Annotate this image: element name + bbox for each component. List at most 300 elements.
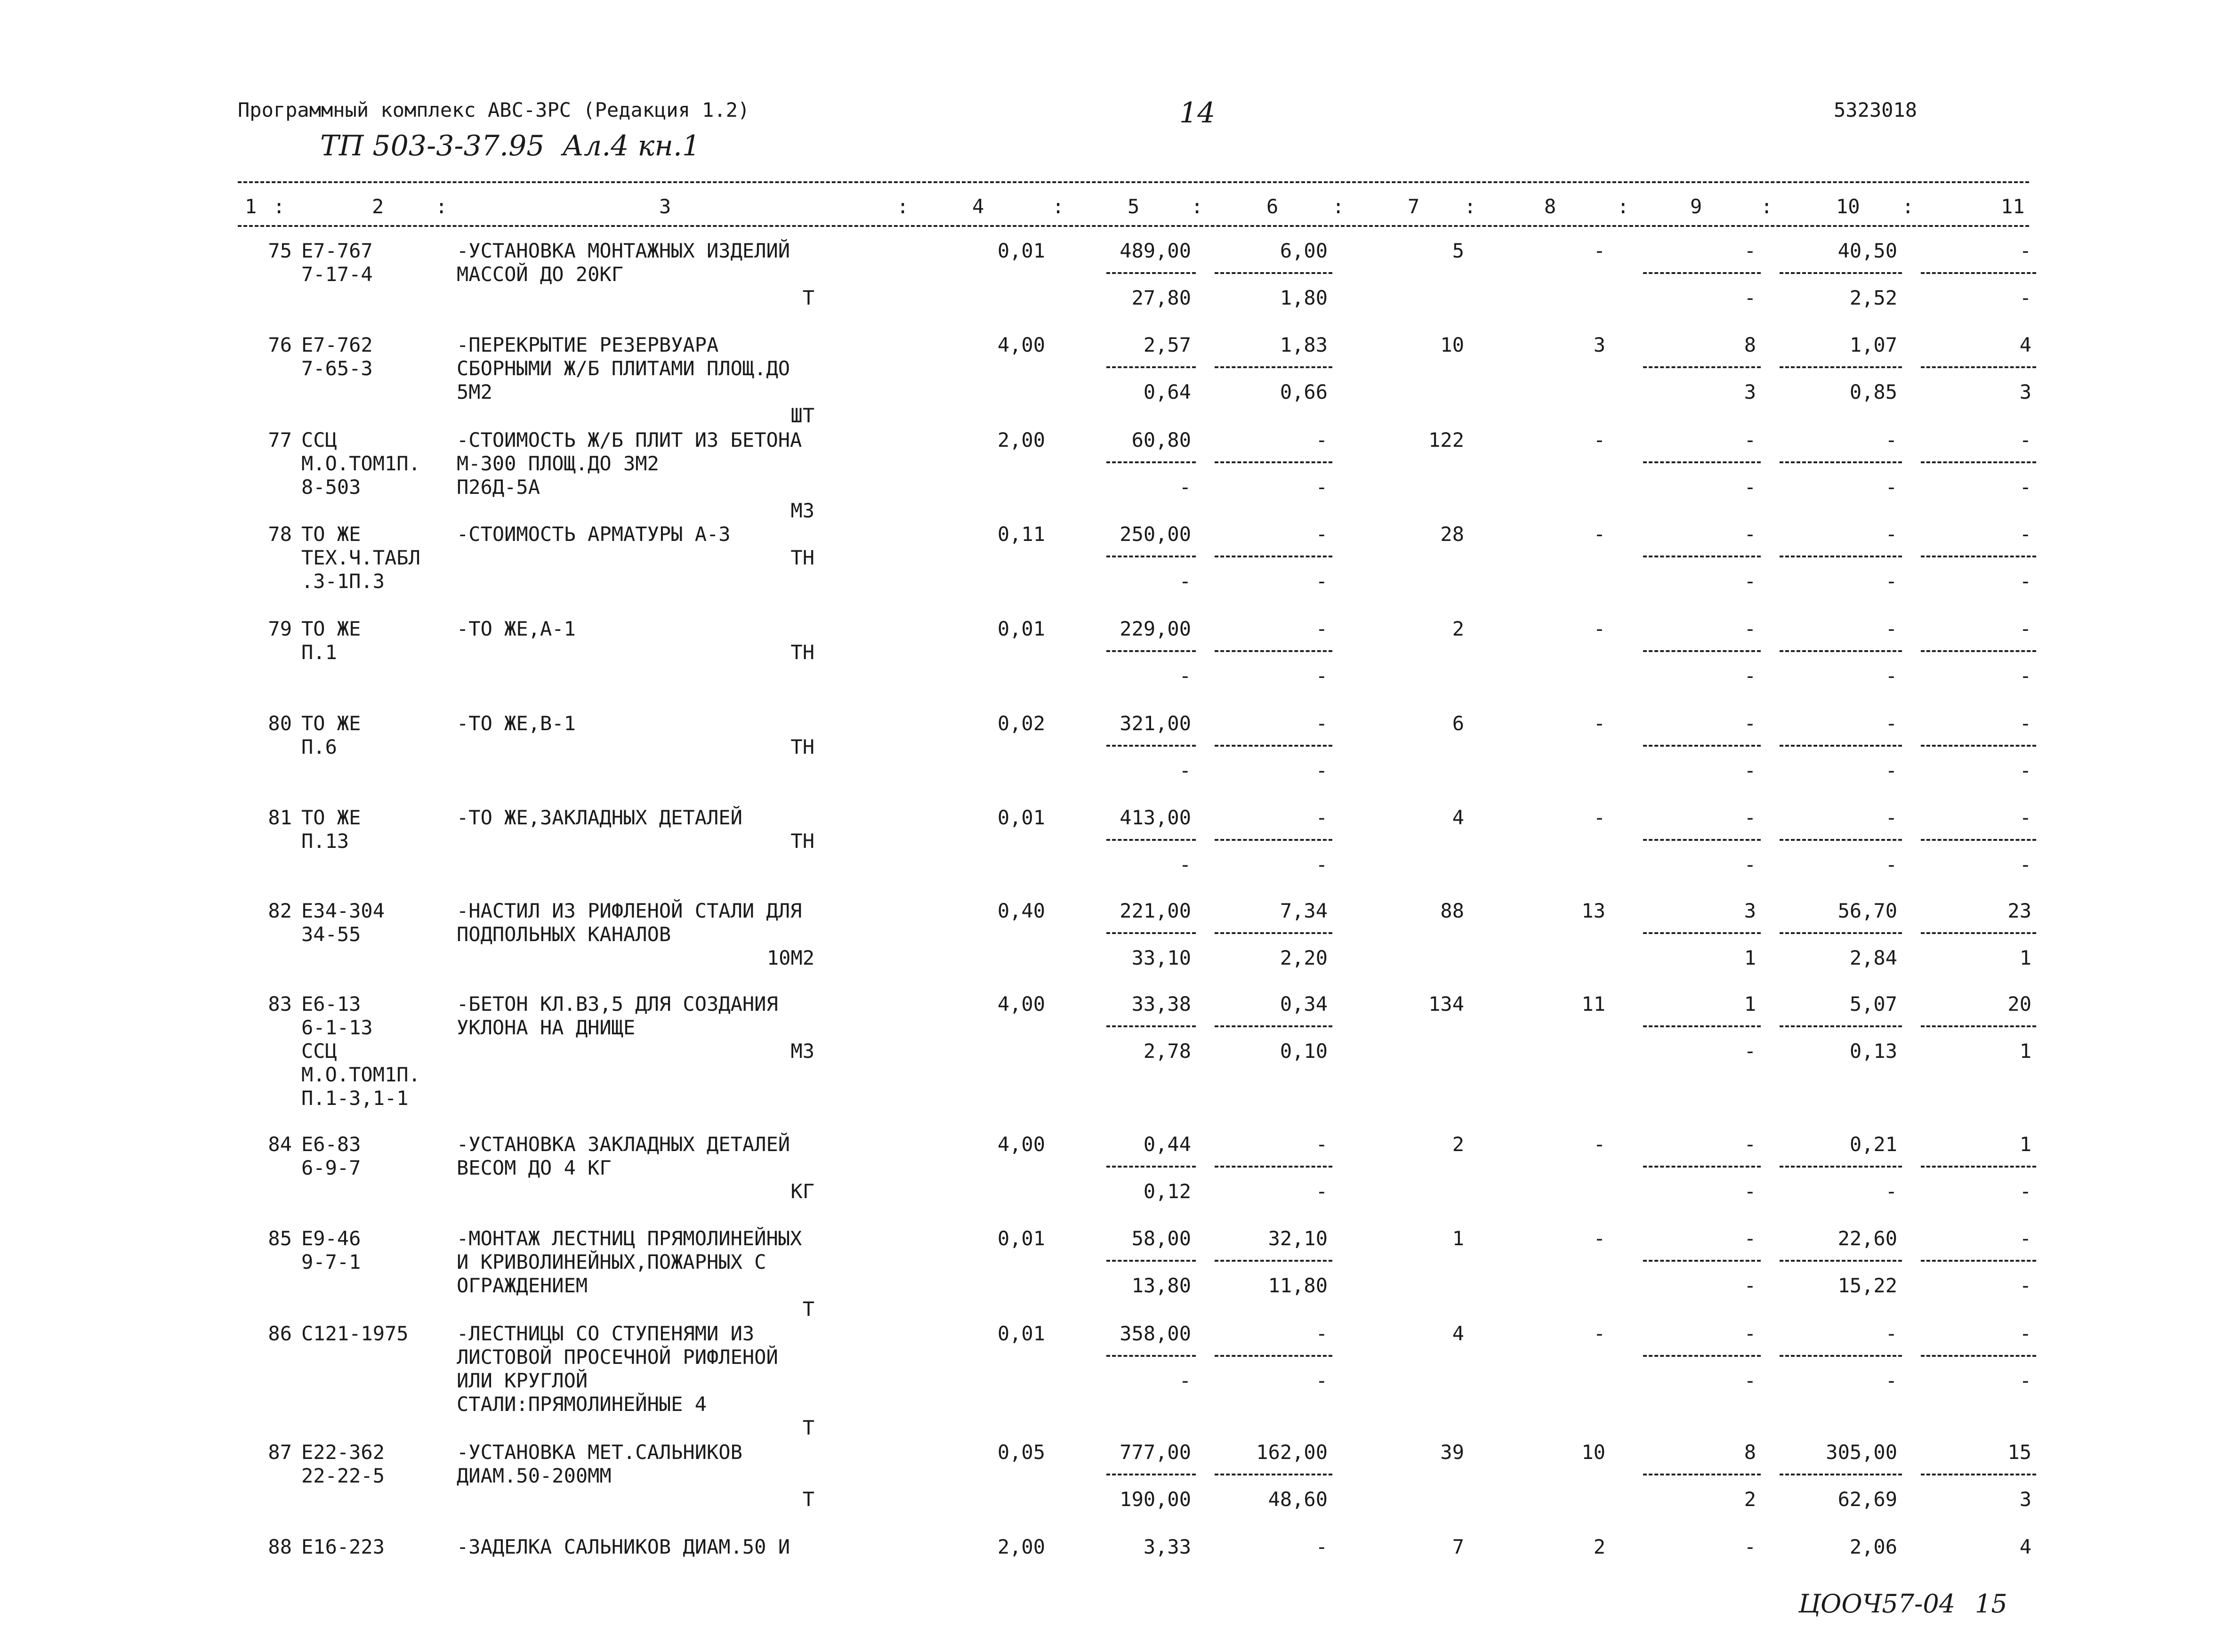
value-c8: 13: [1581, 899, 1605, 922]
work-description: ДИАМ.50-200ММ: [457, 1464, 612, 1487]
unit: ШТ: [790, 404, 814, 427]
work-code: 7-65-3: [301, 357, 373, 380]
value-c5-top: 221,00: [1120, 899, 1191, 922]
work-code: Е9-46: [301, 1227, 361, 1250]
handwritten-page: 15: [1975, 1589, 2007, 1619]
work-description: П26Д-5А: [457, 475, 540, 499]
value-c6-bottom: -: [1315, 570, 1328, 593]
value-c5-top: 58,00: [1131, 1227, 1191, 1250]
value-c11-bottom: 1: [2019, 1040, 2031, 1063]
value-c6-top: -: [1315, 523, 1328, 546]
column-separator: :: [1464, 195, 1476, 218]
work-description: -СТОИМОСТЬ Ж/Б ПЛИТ ИЗ БЕТОНА: [457, 428, 802, 451]
quantity: 0,01: [997, 617, 1045, 640]
fraction-line: [1780, 1166, 1902, 1168]
value-c6-top: -: [1315, 1133, 1328, 1156]
value-c6-top: 7,34: [1280, 899, 1328, 922]
value-c8: 10: [1581, 1441, 1605, 1464]
fraction-line: [1215, 366, 1332, 368]
value-c5-bottom: -: [1179, 570, 1191, 593]
value-c11-top: -: [2019, 806, 2031, 829]
value-c11-top: 1: [2019, 1133, 2031, 1156]
value-c5-bottom: 33,10: [1131, 946, 1191, 969]
value-c10-bottom: -: [1885, 475, 1897, 499]
value-c9-bottom: -: [1744, 664, 1756, 687]
work-description: 5М2: [457, 380, 492, 403]
fraction-line: [1106, 1025, 1196, 1027]
column-header-2: 2: [372, 195, 384, 218]
work-code: ТЕХ.Ч.ТАБЛ: [301, 546, 420, 569]
work-code: 8-503: [301, 475, 361, 499]
work-description: -ЛЕСТНИЦЫ СО СТУПЕНЯМИ ИЗ: [457, 1322, 755, 1345]
value-c5-bottom: -: [1179, 759, 1191, 782]
value-c10-bottom: -: [1885, 759, 1897, 782]
row-number: 81: [268, 806, 292, 829]
value-c9-bottom: -: [1744, 1040, 1756, 1063]
unit: КГ: [790, 1180, 814, 1203]
value-c11-bottom: 1: [2019, 946, 2031, 969]
fraction-line: [1780, 1474, 1902, 1475]
fraction-line: [1106, 1166, 1196, 1168]
value-c7: 2: [1452, 617, 1464, 640]
value-c9-top: -: [1744, 523, 1756, 546]
fraction-line: [1643, 272, 1761, 274]
value-c10-top: 2,06: [1849, 1535, 1897, 1558]
work-description: -УСТАНОВКА ЗАКЛАДНЫХ ДЕТАЛЕЙ: [457, 1133, 790, 1156]
fraction-line: [1215, 556, 1332, 557]
value-c11-top: -: [2019, 239, 2031, 262]
fraction-line: [1106, 461, 1196, 463]
work-description: -БЕТОН КЛ.В3,5 ДЛЯ СОЗДАНИЯ: [457, 992, 778, 1015]
quantity: 0,11: [997, 523, 1045, 546]
column-header-11: 11: [2001, 195, 2025, 218]
value-c6-top: 6,00: [1280, 239, 1328, 262]
value-c7: 10: [1440, 333, 1464, 356]
row-number: 78: [268, 523, 292, 546]
column-separator: :: [1332, 195, 1345, 218]
value-c6-bottom: -: [1315, 1369, 1328, 1392]
value-c9-bottom: -: [1744, 759, 1756, 782]
value-c10-bottom: 2,52: [1849, 286, 1897, 309]
work-description: СБОРНЫМИ Ж/Б ПЛИТАМИ ПЛОЩ.ДО: [457, 357, 790, 380]
work-description: СТАЛИ:ПРЯМОЛИНЕЙНЫЕ 4: [457, 1393, 707, 1416]
work-code: М.О.ТОМ1П.: [301, 1063, 420, 1086]
work-description: -СТОИМОСТЬ АРМАТУРЫ А-3: [457, 523, 731, 546]
value-c6-bottom: -: [1315, 664, 1328, 687]
value-c9-top: -: [1744, 1322, 1756, 1345]
value-c5-top: 250,00: [1120, 523, 1191, 546]
fraction-line: [1643, 745, 1761, 747]
value-c5-top: 2,57: [1143, 333, 1191, 356]
value-c10-bottom: 15,22: [1837, 1274, 1897, 1297]
column-header-10: 10: [1836, 195, 1860, 218]
row-number: 80: [268, 712, 292, 735]
value-c11-top: 15: [2007, 1441, 2031, 1464]
value-c6-bottom: 48,60: [1268, 1488, 1328, 1511]
value-c10-top: 305,00: [1826, 1441, 1897, 1464]
fraction-line: [1215, 1474, 1332, 1475]
value-c9-top: -: [1744, 712, 1756, 735]
quantity: 0,40: [997, 899, 1045, 922]
fraction-line: [1643, 1474, 1761, 1475]
value-c10-bottom: 62,69: [1837, 1488, 1897, 1511]
value-c11-bottom: -: [2019, 1274, 2031, 1297]
handwritten-code: ЦООЧ57-04: [1798, 1589, 1956, 1619]
work-code: П.13: [301, 830, 349, 853]
value-c10-bottom: -: [1885, 664, 1897, 687]
value-c11-top: -: [2019, 428, 2031, 451]
value-c10-top: -: [1885, 806, 1897, 829]
value-c11-bottom: -: [2019, 1180, 2031, 1203]
unit: Т: [802, 286, 814, 309]
fraction-line: [1215, 932, 1332, 934]
value-c10-top: 56,70: [1837, 899, 1897, 922]
fraction-line: [1215, 839, 1332, 841]
document-code: 5323018: [1834, 98, 1918, 121]
value-c6-top: 1,83: [1280, 333, 1328, 356]
value-c5-top: 413,00: [1120, 806, 1191, 829]
value-c11-bottom: -: [2019, 570, 2031, 593]
value-c7: 122: [1428, 428, 1464, 451]
fraction-line: [1780, 839, 1902, 841]
quantity: 0,05: [997, 1441, 1045, 1464]
fraction-line: [1106, 650, 1196, 652]
value-c6-top: -: [1315, 1535, 1328, 1558]
quantity: 0,02: [997, 712, 1045, 735]
value-c9-top: 8: [1744, 1441, 1756, 1464]
fraction-line: [1780, 1025, 1902, 1027]
row-number: 85: [268, 1227, 292, 1250]
value-c5-top: 229,00: [1120, 617, 1191, 640]
value-c11-top: 4: [2019, 333, 2031, 356]
fraction-line: [1215, 272, 1332, 274]
value-c9-bottom: -: [1744, 1180, 1756, 1203]
value-c8: -: [1593, 1322, 1605, 1345]
column-header-9: 9: [1690, 195, 1702, 218]
value-c11-top: 20: [2007, 992, 2031, 1015]
value-c11-bottom: -: [2019, 286, 2031, 309]
value-c11-bottom: -: [2019, 853, 2031, 876]
row-number: 86: [268, 1322, 292, 1345]
value-c11-top: -: [2019, 1322, 2031, 1345]
column-header-3: 3: [659, 195, 671, 218]
value-c9-top: 8: [1744, 333, 1756, 356]
value-c9-bottom: -: [1744, 286, 1756, 309]
fraction-line: [1780, 366, 1902, 368]
column-header-7: 7: [1408, 195, 1420, 218]
unit: М3: [790, 1040, 814, 1063]
fraction-line: [1921, 839, 2036, 841]
value-c10-top: -: [1885, 1322, 1897, 1345]
value-c5-bottom: 27,80: [1131, 286, 1191, 309]
fraction-line: [1106, 839, 1196, 841]
fraction-line: [1643, 932, 1761, 934]
value-c10-top: -: [1885, 428, 1897, 451]
work-description: ВЕСОМ ДО 4 КГ: [457, 1156, 612, 1179]
value-c11-bottom: -: [2019, 1369, 2031, 1392]
fraction-line: [1215, 1025, 1332, 1027]
work-code: Е6-83: [301, 1133, 361, 1156]
value-c11-bottom: -: [2019, 475, 2031, 499]
value-c5-bottom: -: [1179, 475, 1191, 499]
work-code: Е22-362: [301, 1441, 385, 1464]
fraction-line: [1780, 272, 1902, 274]
value-c5-bottom: 0,12: [1143, 1180, 1191, 1203]
work-description: -МОНТАЖ ЛЕСТНИЦ ПРЯМОЛИНЕЙНЫХ: [457, 1227, 802, 1250]
value-c7: 4: [1452, 806, 1464, 829]
value-c5-top: 60,80: [1131, 428, 1191, 451]
value-c9-top: 3: [1744, 899, 1756, 922]
value-c6-top: 162,00: [1256, 1441, 1328, 1464]
value-c10-bottom: 0,85: [1849, 380, 1897, 403]
fraction-line: [1780, 650, 1902, 652]
value-c10-top: 40,50: [1837, 239, 1897, 262]
column-separator: :: [1191, 195, 1203, 218]
value-c7: 7: [1452, 1535, 1464, 1558]
row-number: 77: [268, 428, 292, 451]
value-c10-top: 0,21: [1849, 1133, 1897, 1156]
quantity: 4,00: [997, 1133, 1045, 1156]
work-code: ТО ЖЕ: [301, 617, 361, 640]
value-c9-top: 1: [1744, 992, 1756, 1015]
value-c11-bottom: 3: [2019, 1488, 2031, 1511]
fraction-line: [1921, 932, 2036, 934]
fraction-line: [1215, 1166, 1332, 1168]
value-c6-bottom: 0,10: [1280, 1040, 1328, 1063]
work-description: -ЗАДЕЛКА САЛЬНИКОВ ДИАМ.50 И: [457, 1535, 790, 1558]
fraction-line: [1921, 745, 2036, 747]
work-code: Е7-767: [301, 239, 373, 262]
value-c8: 3: [1593, 333, 1605, 356]
fraction-line: [1643, 1355, 1761, 1357]
value-c8: -: [1593, 1133, 1605, 1156]
value-c5-top: 321,00: [1120, 712, 1191, 735]
work-code: 7-17-4: [301, 263, 373, 286]
work-description: -УСТАНОВКА МОНТАЖНЫХ ИЗДЕЛИЙ: [457, 239, 790, 262]
work-code: Е34-304: [301, 899, 385, 922]
fraction-line: [1921, 556, 2036, 557]
value-c6-top: -: [1315, 712, 1328, 735]
column-separator: :: [1761, 195, 1773, 218]
value-c9-top: -: [1744, 1535, 1756, 1558]
value-c5-bottom: 2,78: [1143, 1040, 1191, 1063]
fraction-line: [1921, 366, 2036, 368]
value-c6-bottom: 2,20: [1280, 946, 1328, 969]
column-header-4: 4: [972, 195, 984, 218]
value-c5-bottom: -: [1179, 1369, 1191, 1392]
work-description: М-300 ПЛОЩ.ДО 3М2: [457, 452, 659, 475]
work-code: .3-1П.3: [301, 570, 385, 593]
fraction-line: [1643, 556, 1761, 557]
value-c5-bottom: 0,64: [1143, 380, 1191, 403]
column-header-5: 5: [1128, 195, 1140, 218]
value-c10-top: 22,60: [1837, 1227, 1897, 1250]
fraction-line: [1643, 1025, 1761, 1027]
value-c7: 39: [1440, 1441, 1464, 1464]
fraction-line: [1106, 1260, 1196, 1262]
value-c6-top: -: [1315, 617, 1328, 640]
value-c11-top: 23: [2007, 899, 2031, 922]
fraction-line: [1215, 461, 1332, 463]
column-separator: :: [273, 195, 285, 218]
value-c9-bottom: -: [1744, 475, 1756, 499]
row-number: 75: [268, 239, 292, 262]
fraction-line: [1215, 1355, 1332, 1357]
value-c11-top: -: [2019, 617, 2031, 640]
value-c6-top: -: [1315, 806, 1328, 829]
column-header-1: 1: [245, 195, 257, 218]
value-c9-top: -: [1744, 617, 1756, 640]
value-c11-bottom: -: [2019, 759, 2031, 782]
fraction-line: [1921, 461, 2036, 463]
value-c10-top: 1,07: [1849, 333, 1897, 356]
value-c5-bottom: -: [1179, 853, 1191, 876]
work-code: ССЦ: [301, 1040, 337, 1063]
fraction-line: [1106, 366, 1196, 368]
value-c10-bottom: -: [1885, 1180, 1897, 1203]
value-c5-bottom: 190,00: [1120, 1488, 1191, 1511]
fraction-line: [1215, 745, 1332, 747]
fraction-line: [1780, 461, 1902, 463]
value-c7: 1: [1452, 1227, 1464, 1250]
work-description: -ТО ЖЕ,А-1: [457, 617, 576, 640]
header-bottom-rule: [238, 225, 2029, 227]
work-code: Е7-762: [301, 333, 373, 356]
value-c5-top: 777,00: [1120, 1441, 1191, 1464]
value-c9-bottom: -: [1744, 853, 1756, 876]
column-separator: :: [1617, 195, 1629, 218]
work-code: 9-7-1: [301, 1250, 361, 1273]
fraction-line: [1643, 366, 1761, 368]
work-description: -НАСТИЛ ИЗ РИФЛЕНОЙ СТАЛИ ДЛЯ: [457, 899, 802, 922]
fraction-line: [1921, 1166, 2036, 1168]
work-description: -ТО ЖЕ,В-1: [457, 712, 576, 735]
fraction-line: [1643, 1260, 1761, 1262]
value-c6-bottom: -: [1315, 759, 1328, 782]
work-code: П.6: [301, 735, 337, 758]
quantity: 0,01: [997, 239, 1045, 262]
fraction-line: [1106, 932, 1196, 934]
quantity: 2,00: [997, 428, 1045, 451]
work-code: 6-1-13: [301, 1016, 373, 1039]
value-c7: 5: [1452, 239, 1464, 262]
column-separator: :: [897, 195, 909, 218]
value-c8: 11: [1581, 992, 1605, 1015]
value-c6-bottom: -: [1315, 853, 1328, 876]
fraction-line: [1106, 1355, 1196, 1357]
fraction-line: [1921, 1025, 2036, 1027]
fraction-line: [1643, 650, 1761, 652]
value-c11-top: -: [2019, 1227, 2031, 1250]
value-c6-bottom: -: [1315, 475, 1328, 499]
unit: Т: [802, 1297, 814, 1321]
row-number: 87: [268, 1441, 292, 1464]
fraction-line: [1921, 650, 2036, 652]
work-description: -ПЕРЕКРЫТИЕ РЕЗЕРВУАРА: [457, 333, 719, 356]
value-c5-top: 0,44: [1143, 1133, 1191, 1156]
quantity: 0,01: [997, 1322, 1045, 1345]
value-c5-bottom: -: [1179, 664, 1191, 687]
value-c9-top: -: [1744, 1133, 1756, 1156]
value-c10-bottom: -: [1885, 1369, 1897, 1392]
program-title: Программный комплекс АВС-3РС (Редакция 1.2): [238, 98, 750, 121]
work-code: 34-55: [301, 923, 361, 946]
value-c8: -: [1593, 428, 1605, 451]
value-c8: -: [1593, 239, 1605, 262]
value-c6-bottom: -: [1315, 1180, 1328, 1203]
work-description: ЛИСТОВОЙ ПРОСЕЧНОЙ РИФЛЕНОЙ: [457, 1346, 778, 1369]
unit: ТН: [790, 735, 814, 758]
value-c7: 88: [1440, 899, 1464, 922]
work-description: ПОДПОЛЬНЫХ КАНАЛОВ: [457, 923, 671, 946]
value-c10-top: -: [1885, 617, 1897, 640]
fraction-line: [1921, 1260, 2036, 1262]
fraction-line: [1780, 1355, 1902, 1357]
work-code: П.1-3,1-1: [301, 1087, 409, 1110]
fraction-line: [1921, 1474, 2036, 1475]
work-code: П.1: [301, 641, 337, 664]
fraction-line: [1106, 556, 1196, 557]
value-c6-top: 32,10: [1268, 1227, 1328, 1250]
quantity: 4,00: [997, 992, 1045, 1015]
value-c8: -: [1593, 617, 1605, 640]
value-c9-bottom: 3: [1744, 380, 1756, 403]
value-c5-top: 33,38: [1131, 992, 1191, 1015]
fraction-line: [1921, 272, 2036, 274]
value-c6-top: 0,34: [1280, 992, 1328, 1015]
row-number: 88: [268, 1535, 292, 1558]
row-number: 83: [268, 992, 292, 1015]
work-description: -ТО ЖЕ,ЗАКЛАДНЫХ ДЕТАЛЕЙ: [457, 806, 742, 829]
value-c6-top: -: [1315, 1322, 1328, 1345]
quantity: 0,01: [997, 806, 1045, 829]
handwritten-reference: ТП 503-3-37.95 Ал.4 кн.1: [320, 129, 701, 162]
column-separator: :: [1902, 195, 1914, 218]
value-c7: 4: [1452, 1322, 1464, 1345]
unit: Т: [802, 1416, 814, 1439]
value-c9-bottom: -: [1744, 1274, 1756, 1297]
column-header-8: 8: [1544, 195, 1556, 218]
value-c5-top: 489,00: [1120, 239, 1191, 262]
unit: ТН: [790, 546, 814, 569]
work-code: 6-9-7: [301, 1156, 361, 1179]
work-code: ТО ЖЕ: [301, 806, 361, 829]
value-c11-top: -: [2019, 712, 2031, 735]
fraction-line: [1215, 650, 1332, 652]
value-c8: -: [1593, 712, 1605, 735]
value-c8: -: [1593, 1227, 1605, 1250]
value-c6-bottom: 0,66: [1280, 380, 1328, 403]
fraction-line: [1106, 745, 1196, 747]
fraction-line: [1921, 1355, 2036, 1357]
value-c5-top: 358,00: [1120, 1322, 1191, 1345]
value-c11-top: -: [2019, 523, 2031, 546]
value-c9-bottom: 2: [1744, 1488, 1756, 1511]
value-c7: 134: [1428, 992, 1464, 1015]
fraction-line: [1780, 745, 1902, 747]
value-c5-bottom: 13,80: [1131, 1274, 1191, 1297]
value-c7: 28: [1440, 523, 1464, 546]
row-number: 76: [268, 333, 292, 356]
value-c10-bottom: -: [1885, 853, 1897, 876]
column-header-6: 6: [1266, 195, 1279, 218]
work-description: ИЛИ КРУГЛОЙ: [457, 1369, 588, 1392]
value-c9-top: -: [1744, 1227, 1756, 1250]
value-c7: 6: [1452, 712, 1464, 735]
value-c8: 2: [1593, 1535, 1605, 1558]
value-c9-top: -: [1744, 806, 1756, 829]
column-separator: :: [435, 195, 448, 218]
